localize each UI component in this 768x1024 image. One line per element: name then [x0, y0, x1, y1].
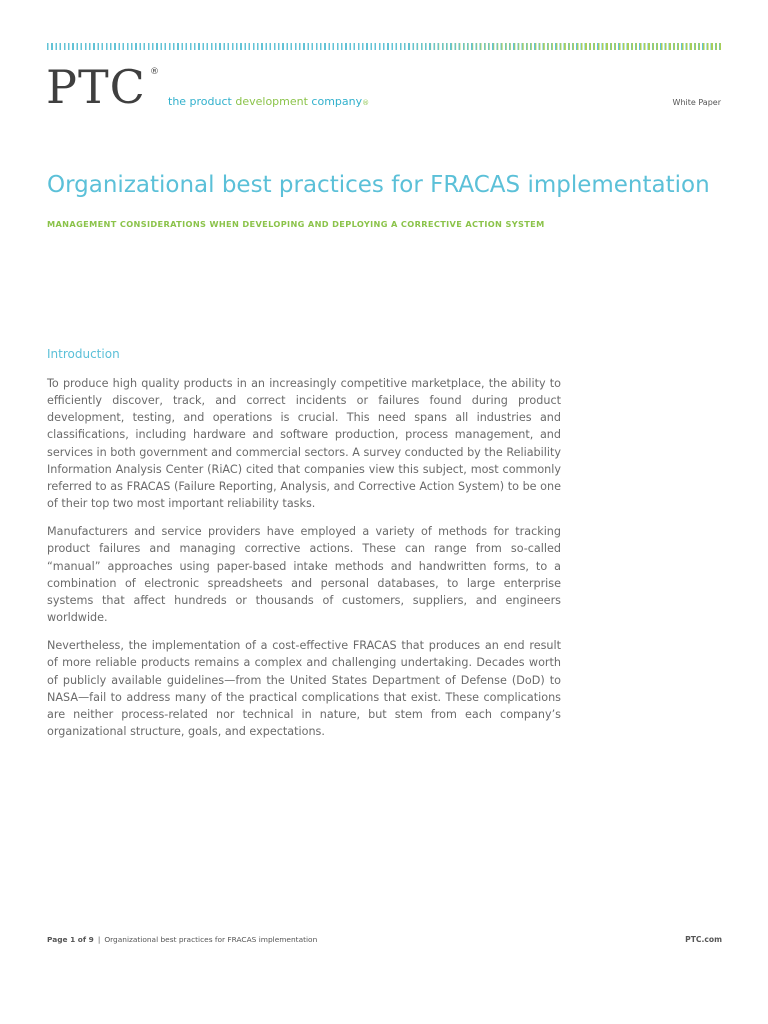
footer-separator: | — [97, 935, 101, 944]
section-heading-introduction: Introduction — [47, 347, 120, 361]
decorative-bar-strip — [47, 43, 722, 50]
footer-site-link[interactable]: PTC.com — [685, 935, 722, 944]
paragraph: Manufacturers and service providers have employed a variety of methods for tracking product failures and managing corrective actions. These can range from so-called “manual” approaches using paper-based intake methods and handwritten forms, to a combination of electronic spreadsheets and personal databases, to large enterprise systems that affect hundreds or thousands of customers, suppliers, and engineers worldwide. — [47, 525, 561, 625]
document-title: Organizational best practices for FRACAS implementation — [47, 172, 710, 198]
logo-registered-mark: ® — [150, 67, 159, 77]
document-type-label: White Paper — [672, 98, 721, 107]
tagline-part-2: development — [235, 95, 308, 108]
tagline-part-1: the product — [168, 95, 236, 108]
paragraph: Nevertheless, the implementation of a cost-effective FRACAS that produces an end result of more reliable products remains a complex and challenging undertaking. Decades worth of publicly available guidelines—from the United States Department of Defense (DoD) to NASA—fail to address many of the practical complications that exist. These complications are neither process-related nor technical in nature, but stem from each company’s organizational structure, goals, and expectations. — [47, 639, 561, 738]
paragraph: To produce high quality products in an increasingly competitive marketplace, the ability to efficiently discover, track, and correct incidents or failures found during product development, testing, and operations is crucial. This need spans all industries and classifications, including hardware and software production, process management, and services in both government and commercial sectors. A survey conducted by the Reliability Information Analysis Center (RiAC) cited that companies view this subject, most commonly referred to as FRACAS (Failure Reporting, Analysis, and Corrective Action System) to be one of their top two most important reliability tasks. — [47, 377, 561, 511]
ptc-logo — [46, 60, 159, 114]
tagline-registered-mark: ® — [362, 99, 370, 107]
document-subtitle: MANAGEMENT CONSIDERATIONS WHEN DEVELOPING AND DEPLOYING A CORRECTIVE ACTION SYSTEM — [47, 219, 545, 229]
page-number: Page 1 of 9 — [47, 935, 94, 944]
introduction-body — [47, 375, 561, 751]
logo-text: PTC — [46, 60, 146, 114]
tagline-part-3: company — [307, 95, 363, 108]
footer-document-title: Organizational best practices for FRACAS implementation — [104, 935, 318, 944]
footer-left — [47, 935, 317, 944]
tagline — [168, 95, 369, 110]
